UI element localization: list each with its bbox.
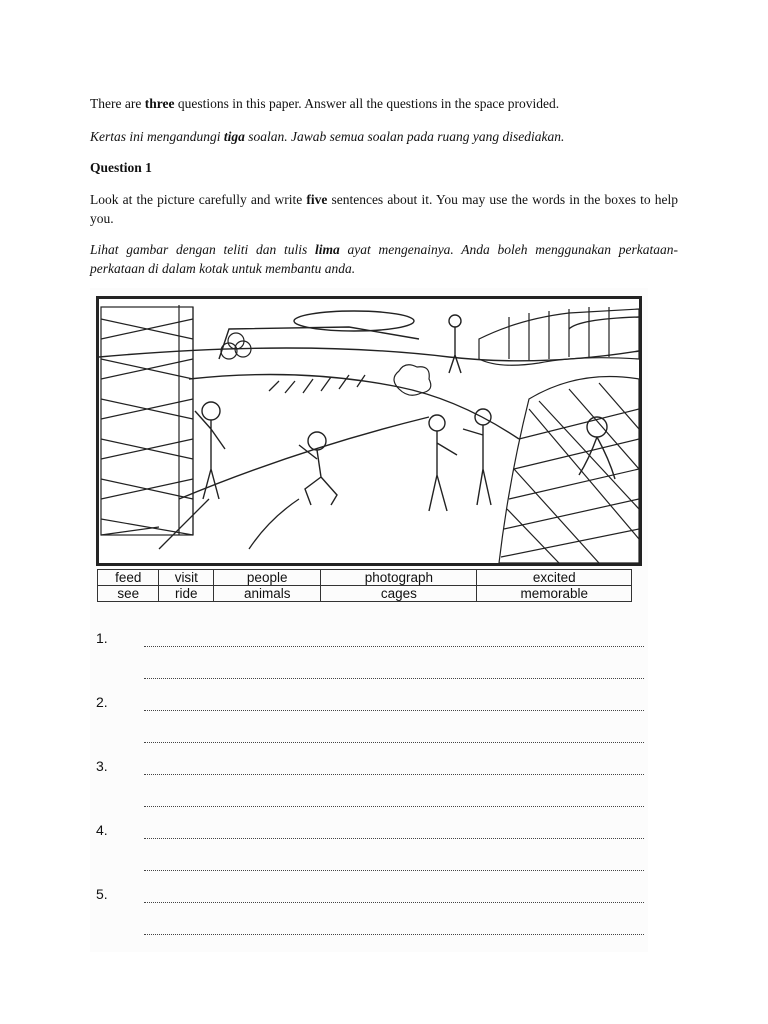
instruction-en-text-end: questions in this paper. Answer all the questions in the space provided. xyxy=(174,96,560,111)
answer-line[interactable] xyxy=(144,742,644,743)
answer-line[interactable] xyxy=(144,774,644,775)
zoo-scene-illustration xyxy=(96,296,642,566)
answer-line[interactable] xyxy=(144,710,644,711)
word-box-cell: memorable xyxy=(477,586,632,602)
answer-line[interactable] xyxy=(144,870,644,871)
word-box-cell: excited xyxy=(477,570,632,586)
answer-section xyxy=(94,628,646,948)
question-ms-bold: lima xyxy=(314,242,340,257)
word-box-table xyxy=(97,569,632,602)
answer-row xyxy=(94,756,646,820)
answer-line[interactable] xyxy=(144,902,644,903)
word-box-cell: visit xyxy=(159,570,214,586)
answer-row xyxy=(94,820,646,884)
bushes-icons xyxy=(221,333,431,395)
instruction-ms-text-end: soalan. Jawab semua soalan pada ruang yang disediakan. xyxy=(244,129,565,144)
question-en-text-end: sentences about it. You may use the words in the boxes to help you. xyxy=(90,192,678,226)
word-box-cell: feed xyxy=(98,570,159,586)
word-box-row xyxy=(98,570,632,586)
path-lines xyxy=(159,375,365,549)
cage-left-icon xyxy=(101,305,193,535)
answer-number: 5. xyxy=(96,886,108,902)
instruction-en-text: There are xyxy=(90,96,145,111)
question-title: Question 1 xyxy=(90,160,152,175)
instruction-english xyxy=(90,94,678,113)
answer-line[interactable] xyxy=(144,838,644,839)
cage-right-icon xyxy=(499,377,639,564)
question-ms-text-end: ayat mengenainya. Anda boleh menggunakan perkataan-perkataan di dalam kotak untuk membantu anda. xyxy=(90,242,678,276)
answer-line[interactable] xyxy=(144,806,644,807)
instruction-ms-bold: tiga xyxy=(223,129,245,144)
answer-row xyxy=(94,628,646,692)
word-box-cell: animals xyxy=(214,586,321,602)
instruction-ms-text: Kertas ini mengandungi xyxy=(90,129,224,144)
zoo-scene-drawing xyxy=(99,299,639,563)
answer-number: 1. xyxy=(96,630,108,646)
instruction-en-bold: three xyxy=(144,96,175,111)
instruction-malay xyxy=(90,127,678,146)
word-box-cell: cages xyxy=(321,586,477,602)
word-box-cell: photograph xyxy=(321,570,477,586)
question-english xyxy=(90,190,678,228)
answer-number: 3. xyxy=(96,758,108,774)
answer-line[interactable] xyxy=(144,646,644,647)
answer-line[interactable] xyxy=(144,678,644,679)
question-ms-text: Lihat gambar dengan teliti dan tulis xyxy=(90,242,315,257)
word-box-cell: see xyxy=(98,586,159,602)
answer-number: 4. xyxy=(96,822,108,838)
answer-row xyxy=(94,692,646,756)
question-malay xyxy=(90,240,678,278)
answer-row xyxy=(94,884,646,948)
question-en-bold: five xyxy=(306,192,328,207)
enclosure-top-right-icon xyxy=(479,307,639,365)
word-box-cell: ride xyxy=(159,586,214,602)
answer-line[interactable] xyxy=(144,934,644,935)
answer-number: 2. xyxy=(96,694,108,710)
question-en-text: Look at the picture carefully and write xyxy=(90,192,307,207)
people-icons xyxy=(195,315,615,511)
word-box-cell: people xyxy=(214,570,321,586)
word-box-row xyxy=(98,586,632,602)
